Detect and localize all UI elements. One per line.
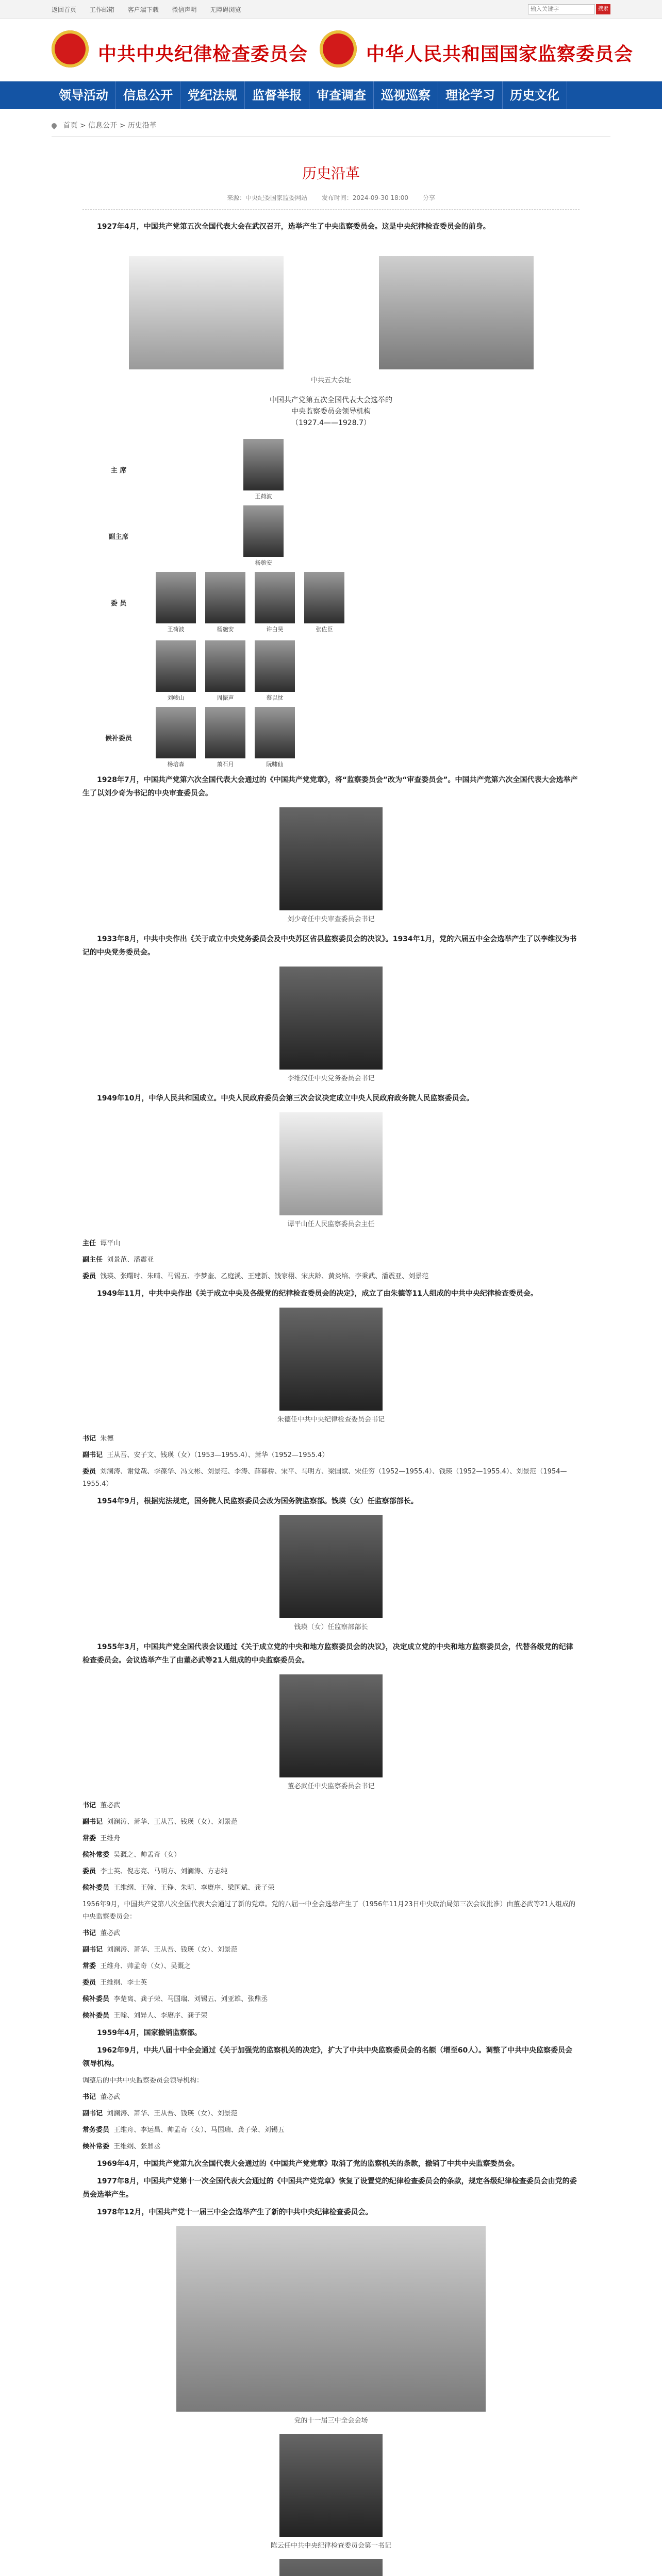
portrait-photo (279, 1112, 383, 1215)
list-key: 委员 (82, 1468, 96, 1476)
accessibility-link[interactable]: 无障碍浏览 (210, 6, 241, 13)
person (254, 572, 296, 633)
list-key: 书记 (82, 1929, 96, 1937)
search-button[interactable]: 搜索 (596, 4, 610, 14)
paragraph: 1962年9月，中共八届十中全会通过《关于加强党的监察机关的决定》，扩大了中共中央监察委员会的名额（增至60人）。调整了中共中央监察委员会领导机构。 (82, 2046, 573, 2068)
board-people (155, 572, 351, 702)
breadcrumb-info[interactable]: 信息公开 (88, 122, 118, 130)
paragraph: 1927年4月，中国共产党第五次全国代表大会在武汉召开，选举产生了中央监察委员会。这是中央纪律检查委员会的前身。 (97, 223, 490, 231)
photo-group (82, 249, 580, 371)
nav-regulations[interactable]: 党纪法规 (180, 81, 245, 109)
paragraph: 1956年9月，中国共产党第八次全国代表大会通过了新的党章。党的八届一中全会选举产生了（1956年11月23日中央政治局第三次会议批准）由董必武等21人组成的中央监察委员会： (82, 1901, 576, 1921)
list-key: 常委 (82, 1962, 96, 1970)
person-name: 张佐臣 (316, 626, 333, 633)
list-key: 副书记 (82, 1946, 103, 1954)
list-line (82, 1270, 580, 1283)
list-value: 刘澜涛、谢觉哉、李葆华、冯文彬、刘景范、李涛、薛暮桥、宋平、马明方、梁国斌、宋任穷（1952—1955.4）、钱瑛（1952—1955.4）、刘景范（1954—1955.4） (82, 1468, 567, 1488)
paragraph: 1959年4月，国家撤销监察部。 (97, 2029, 202, 2037)
board-people (242, 505, 285, 567)
article-source: 来源：中央纪委国家监委网站 (227, 194, 308, 201)
list-key: 副书记 (82, 2110, 103, 2117)
list-value: 王维舟、帅孟奇（女）、吴溉之 (100, 1962, 191, 1970)
list-value: 王维纲、王翰、王铮、朱明、李赓序、梁国斌、龚子荣 (113, 1884, 275, 1892)
person (155, 640, 197, 702)
board-row (82, 572, 580, 702)
list-line (82, 1238, 580, 1250)
person (254, 707, 296, 768)
main-nav (0, 81, 662, 109)
list-line (82, 2141, 580, 2153)
portrait-photo (279, 807, 383, 910)
list-line (82, 1960, 580, 1973)
article-meta (82, 193, 580, 210)
top-utility-bar (0, 0, 662, 19)
paragraph: 1977年8月，中国共产党第十一次全国代表大会通过的《中国共产党党章》恢复了设置党的纪律检查委员会的条款，规定各级纪律检查委员会由党的委员会选举产生。 (82, 2177, 577, 2199)
list-value: 谭平山 (100, 1240, 121, 1247)
paragraph: 1969年4月，中国共产党第九次全国代表大会通过的《中国共产党党章》取消了党的监察机关的条款，撤销了中共中央监察委员会。 (97, 2160, 519, 2168)
list-value: 王从吾、安子文、钱瑛（女）（1953—1955.4）、萧华（1952—1955.4） (107, 1451, 329, 1459)
paragraph: 1949年11月，中共中央作出《关于成立中央及各级党的纪律检查委员会的决定》，成立了由朱德等11人组成的中共中央纪律检查委员会。 (97, 1290, 538, 1298)
site-title-nsc[interactable]: 中华人民共和国国家监察委员会 (366, 43, 634, 65)
portrait-photo (255, 640, 295, 692)
article-body (52, 137, 610, 2576)
nav-info-disclosure[interactable]: 信息公开 (116, 81, 180, 109)
person (204, 640, 246, 702)
list-value: 董必武 (100, 1929, 121, 1937)
list-line (82, 1866, 580, 1878)
email-link[interactable]: 工作邮箱 (89, 6, 114, 13)
board-role: 主 席 (110, 467, 127, 474)
person-name: 萧石月 (217, 761, 234, 768)
list-key: 候补委员 (82, 1884, 110, 1892)
list-line (82, 1466, 580, 1490)
list-value: 董必武 (100, 1802, 121, 1809)
list-key: 候补常委 (82, 1851, 110, 1859)
person (155, 572, 197, 633)
portrait-photo (255, 707, 295, 758)
list-key: 候补委员 (82, 1995, 110, 2003)
list-key: 委员 (82, 1273, 96, 1280)
list-line (82, 1800, 580, 1812)
list-value: 刘澜涛、萧华、王从吾、钱瑛（女）、刘景范 (107, 1946, 238, 1954)
list-key: 委员 (82, 1979, 96, 1987)
list-value: 王翰、刘异人、李赓序、龚子荣 (113, 2012, 208, 2020)
client-download-link[interactable]: 客户端下载 (127, 6, 159, 13)
photo-plenary-session (176, 2226, 486, 2412)
paragraph: 1954年9月，根据宪法规定，国务院人民监察委员会改为国务院监察部。钱瑛（女）任监察部部长。 (97, 1497, 418, 1505)
paragraph: 1949年10月，中华人民共和国成立。中央人民政府委员会第三次会议决定成立中央人民政府政务院人民监察委员会。 (97, 1094, 474, 1103)
list-key: 副书记 (82, 1451, 103, 1459)
home-link[interactable]: 返回首页 (52, 6, 77, 13)
portrait-photo (156, 572, 196, 623)
photo-caption: 谭平山任人民监察委员会主任 (287, 1221, 375, 1228)
national-emblem-icon (320, 30, 357, 67)
list-key: 书记 (82, 1435, 96, 1443)
nav-leadership[interactable]: 领导活动 (52, 81, 116, 109)
list-key: 常务委员 (82, 2126, 110, 2134)
list-key: 副书记 (82, 1818, 103, 1826)
site-title-ccdi[interactable]: 中共中央纪律检查委员会 (98, 43, 308, 65)
person-name: 杨培森 (167, 761, 185, 768)
search-box (528, 4, 610, 14)
portrait-photo (205, 572, 245, 623)
list-value: 李士英、倪志亮、马明方、刘澜涛、方志纯 (100, 1868, 228, 1875)
list-line (82, 1254, 580, 1266)
nav-supervision[interactable]: 监督举报 (245, 81, 309, 109)
board-people (242, 439, 285, 500)
person-name: 王荷波 (255, 493, 272, 500)
list-line (82, 1816, 580, 1828)
person-name: 蔡以忱 (266, 694, 284, 701)
portrait-photo (205, 707, 245, 758)
list-line (82, 1977, 580, 1989)
portrait-photo (279, 1674, 383, 1777)
board-row (82, 439, 580, 500)
photo-caption: 党的十一届三中全会会场 (294, 2417, 368, 2425)
list-key: 书记 (82, 1802, 96, 1809)
list-line (82, 2010, 580, 2022)
wechat-link[interactable]: 微信声明 (172, 6, 197, 13)
site-header (0, 19, 662, 81)
board-heading: 中央监察委员会领导机构 (291, 408, 371, 416)
list-line (82, 2091, 580, 2104)
list-key: 副主任 (82, 1256, 103, 1264)
person (242, 439, 285, 500)
person (242, 505, 285, 567)
leadership-board (82, 395, 580, 429)
list-line (82, 1433, 580, 1445)
nav-inspection[interactable]: 巡视巡察 (374, 81, 438, 109)
article-title: 历史沿革 (302, 165, 360, 182)
board-heading: （1927.4——1928.7） (291, 419, 371, 427)
portrait-photo (279, 967, 383, 1070)
party-emblem-icon (52, 30, 89, 67)
location-pin-icon (51, 122, 58, 129)
paragraph: 1928年7月，中国共产党第六次全国代表大会通过的《中国共产党党章》，将“监察委员会”改为“审查委员会”。中国共产党第六次全国代表大会选举产生了以刘少奇为书记的中央审查委员会。 (82, 776, 578, 798)
photo-caption: 朱德任中共中央纪律检查委员会书记 (277, 1416, 385, 1423)
board-role: 候补委员 (105, 735, 132, 742)
nav-investigation[interactable]: 审查调查 (309, 81, 374, 109)
article-date: 发布时间：2024-09-30 18:00 (321, 194, 409, 201)
portrait-photo (156, 640, 196, 692)
portrait-photo (156, 707, 196, 758)
person-name: 周振声 (217, 694, 234, 701)
person-name: 王荷波 (167, 626, 185, 633)
photo-caption: 董必武任中央监察委员会书记 (287, 1783, 375, 1790)
list-line (82, 1449, 580, 1462)
portrait-photo (255, 572, 295, 623)
paragraph: 1978年12月，中国共产党十一届三中全会选举产生了新的中共中央纪律检查委员会。 (97, 2208, 373, 2216)
person (303, 572, 345, 633)
list-value: 刘澜涛、萧华、王从吾、钱瑛（女）、刘景范 (107, 2110, 238, 2117)
nav-theory[interactable]: 理论学习 (438, 81, 503, 109)
person (254, 640, 296, 702)
paragraph: 1955年3月，中国共产党全国代表会议通过《关于成立党的中央和地方监察委员会的决议》，决定成立党的中央和地方监察委员会，代替各级党的纪律检查委员会。会议选举产生了由董必武等21人组成的中央监察委员会。 (82, 1643, 573, 1665)
paragraph: 调整后的中共中央监察委员会领导机构： (82, 2077, 204, 2084)
list-key: 委员 (82, 1868, 96, 1875)
photo-caption: 李维汉任中央党务委员会书记 (287, 1075, 375, 1082)
list-key: 候补常委 (82, 2143, 110, 2150)
portrait-photo (279, 1515, 383, 1618)
list-line (82, 1882, 580, 1894)
person-name: 杨匏安 (217, 626, 234, 633)
person (204, 572, 246, 633)
portrait-photo (279, 2559, 383, 2576)
photo-caption: 钱瑛（女）任监察部部长 (294, 1623, 368, 1631)
portrait-photo (243, 505, 284, 557)
paragraph: 1933年8月，中共中央作出《关于成立中央党务委员会及中央苏区省县监察委员会的决议》。1934年1月，党的六届五中全会选举产生了以李维汉为书记的中央党务委员会。 (82, 935, 577, 957)
photo-caption: 陈云任中共中央纪律检查委员会第一书记 (270, 2542, 391, 2550)
person-name: 刘峻山 (167, 694, 185, 701)
portrait-photo (279, 2434, 383, 2537)
list-line (82, 1927, 580, 1940)
board-role: 委 员 (110, 600, 127, 607)
list-line (82, 1833, 580, 1845)
list-value: 李楚离、龚子荣、马国瑞、刘锡五、刘亚雄、张鼎丞 (113, 1995, 268, 2003)
board-role: 副主席 (108, 533, 129, 541)
board-people (155, 707, 296, 768)
portrait-photo (304, 572, 344, 623)
list-line (82, 2108, 580, 2120)
portrait-photo (205, 640, 245, 692)
list-line (82, 1849, 580, 1861)
list-value: 王维舟 (100, 1835, 121, 1842)
board-heading: 中国共产党第五次全国代表大会选举的 (270, 396, 392, 404)
breadcrumb-current[interactable]: 历史沿革 (127, 122, 157, 130)
list-key: 常委 (82, 1835, 96, 1842)
list-value: 钱瑛、张曙时、朱晴、马锡五、李梦奎、乙庭溪、王建新、钱家栩、宋庆龄、黄炎培、李秉武、潘震亚、刘景范 (100, 1273, 429, 1280)
list-value: 刘澜涛、萧华、王从吾、钱瑛（女）、刘景范 (107, 1818, 238, 1826)
photo-congress-building (129, 256, 284, 369)
list-key: 候补委员 (82, 2012, 110, 2020)
share-button[interactable]: 分享 (422, 194, 435, 201)
search-input[interactable] (528, 4, 595, 14)
person (155, 707, 197, 768)
list-value: 王维纲、李士英 (100, 1979, 147, 1987)
portrait-photo (279, 1308, 383, 1411)
list-key: 书记 (82, 2093, 96, 2101)
breadcrumb: 首页 > 信息公开 > 历史沿革 (52, 115, 610, 137)
photo-congress-hall (379, 256, 534, 369)
nav-history[interactable]: 历史文化 (503, 81, 567, 109)
list-line (82, 1993, 580, 2006)
list-value: 董必武 (100, 2093, 121, 2101)
list-line (82, 2124, 580, 2137)
breadcrumb-home[interactable]: 首页 (63, 122, 78, 130)
list-key: 主任 (82, 1240, 96, 1247)
board-row (82, 505, 580, 567)
list-value: 吴溉之、帅孟奇（女） (113, 1851, 181, 1859)
utility-links (52, 5, 252, 14)
list-line (82, 1944, 580, 1956)
person-name: 杨匏安 (255, 560, 272, 566)
person-name: 阮啸仙 (266, 761, 284, 768)
board-row (82, 707, 580, 768)
list-value: 刘景范、潘震亚 (107, 1256, 154, 1264)
person-name: 许白昊 (266, 626, 284, 633)
portrait-photo (243, 439, 284, 490)
photo-caption: 刘少奇任中央审查委员会书记 (287, 916, 375, 923)
list-value: 朱德 (100, 1435, 114, 1443)
person (204, 707, 246, 768)
list-value: 王维舟、李运昌、帅孟奇（女）、马国瑞、龚子荣、刘锡五 (113, 2126, 285, 2134)
photo-caption: 中共五大会址 (310, 377, 351, 384)
list-value: 王维纲、张鼎丞 (113, 2143, 161, 2150)
